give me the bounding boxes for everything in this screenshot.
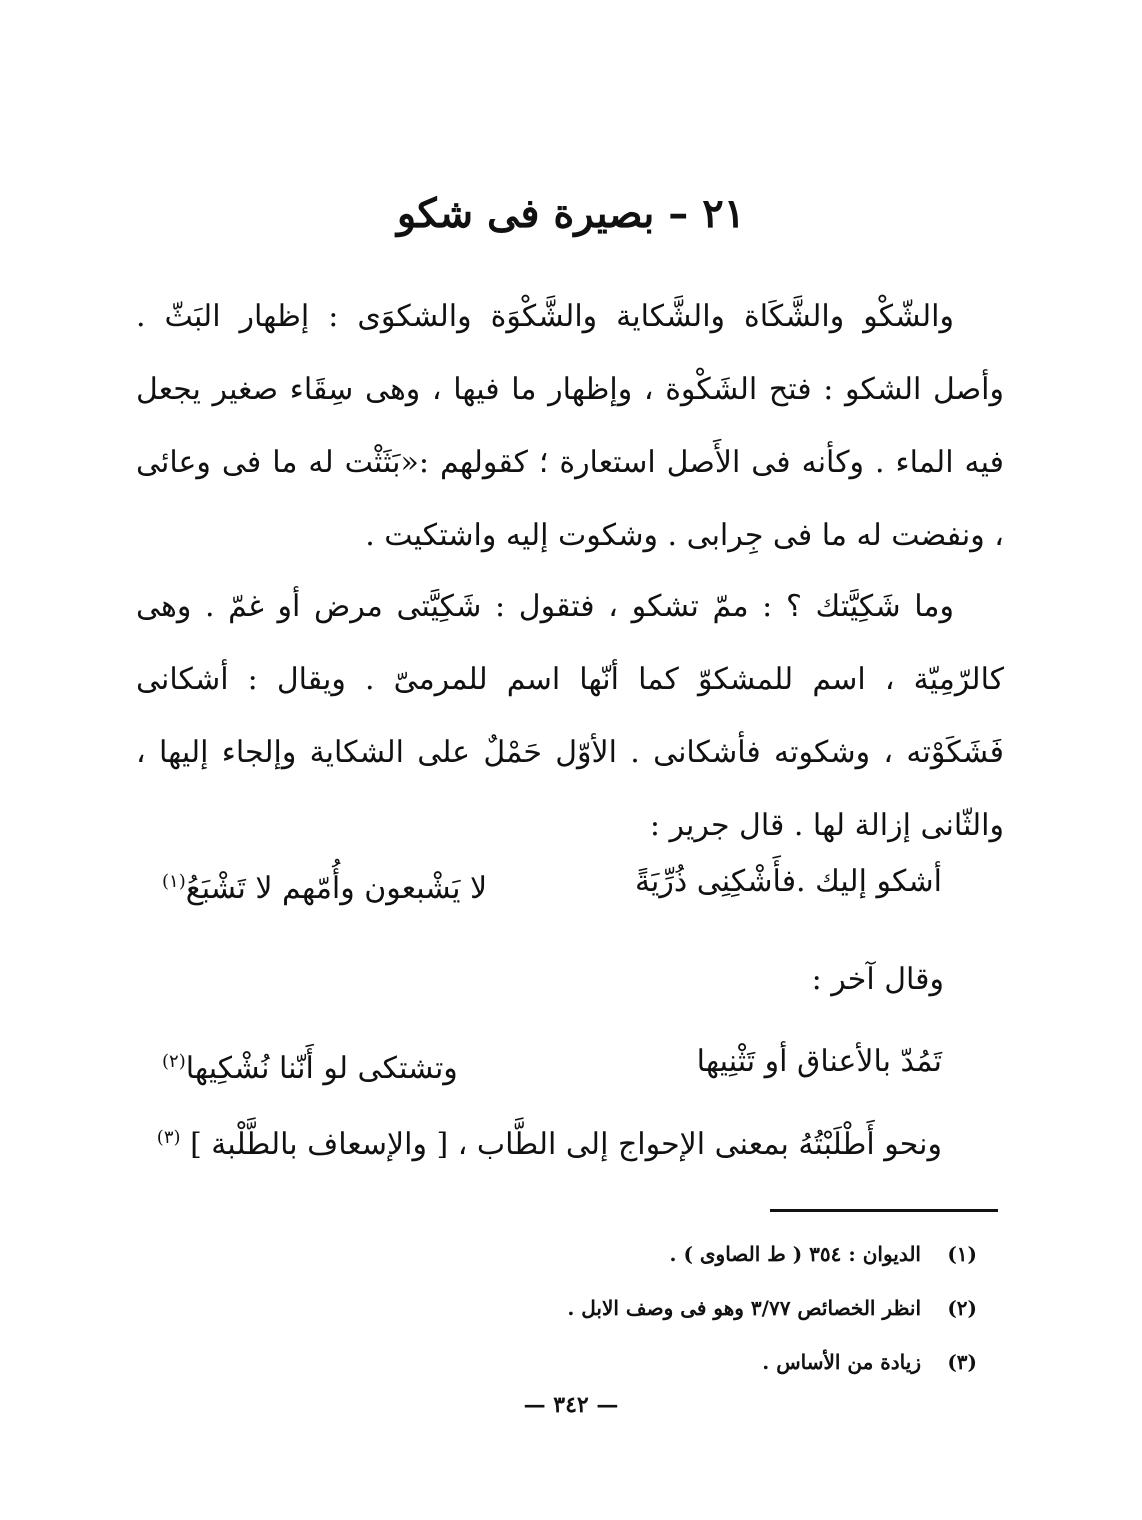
verse-1-first-hemistich: أشكو إليك .فأَشْكِنِى ذُرِّيَةً xyxy=(634,864,942,899)
paragraph-1-text: والشّكْو والشَّكَاة والشَّكاية والشَّكْوَة والشكوَى : إظهار البَثّ . وأصل الشكو : فتح الشَكْوة ، وإظهار ما فيها ، وهى سِقَاء صغير يجعل فيه الماء . وكأنه فى الأَصل استعارة ؛ كقولهم :«بَثَثْت له ما فى وعائى ، ونفضت له ما فى جِرابى . وشكوت إليه واشتكيت . xyxy=(136,299,1004,553)
footnote-text: الديوان : ٣٥٤ ( ط الصاوى ) . xyxy=(669,1242,921,1266)
paragraph-2-text: وما شَكِيَّتك ؟ : ممّ تشكو ، فتقول : شَكِيَّتى مرض أو غمّ . وهى كالرّمِيّة ، اسم للمشكوّ كما أنّها اسم للمرمىّ . ويقال : أشكانى فَشَكَوْته ، وشكوته فأشكانى . الأوّل حَمْلٌ على الشكاية وإلجاء إليها ، والثّانى إزالة لها . قال جرير : xyxy=(136,589,1004,843)
verse-2-first-hemistich: تَمُدّ بالأعناق أو تَثْنِيها xyxy=(696,1044,942,1079)
footnote-number: (١) xyxy=(947,1242,977,1266)
page-number: — ٣٤٢ — xyxy=(523,1392,619,1418)
paragraph-definition xyxy=(136,280,1004,572)
footnote-ref-1: (١) xyxy=(162,871,186,892)
verse-1-second-hemistich-wrap xyxy=(162,852,487,919)
verse-jarir xyxy=(162,852,942,912)
verse-2-second-hemistich-wrap xyxy=(162,1032,458,1099)
verse-1-second-hemistich: لا يَشْبعون وأُمّهم لا تَشْبَعُ xyxy=(185,871,488,906)
note-atlabtuhu-text: ونحو أَطْلَبْتُهُ بمعنى الإحواج إلى الطَّاب ، [ والإسعاف بالطَّلْبة ] xyxy=(190,1127,942,1162)
verse-other xyxy=(162,1032,942,1092)
footnote-item xyxy=(417,1286,977,1340)
footnote-item xyxy=(417,1232,977,1286)
footnote-number: (٣) xyxy=(947,1350,977,1374)
note-atlabtuhu xyxy=(157,1108,942,1175)
footnote-text: انظر الخصائص ٣/٧٧ وهو فى وصف الابل . xyxy=(567,1296,921,1320)
another-poet-said: وقال آخر : xyxy=(811,962,944,997)
paragraph-shakiyya xyxy=(136,570,1004,862)
verse-2-second-hemistich: وتشتكى لو أَنّنا نُشْكِيها xyxy=(185,1051,458,1086)
footnote-number: (٢) xyxy=(947,1296,977,1320)
footnote-ref-2: (٢) xyxy=(162,1051,186,1072)
section-title: ٢١ – بصيرة فى شكو xyxy=(396,190,746,237)
footnotes xyxy=(417,1232,977,1394)
footnote-text: زيادة من الأساس . xyxy=(762,1350,921,1374)
footnote-divider xyxy=(770,1209,998,1212)
footnote-ref-3: (٣) xyxy=(156,1127,181,1148)
